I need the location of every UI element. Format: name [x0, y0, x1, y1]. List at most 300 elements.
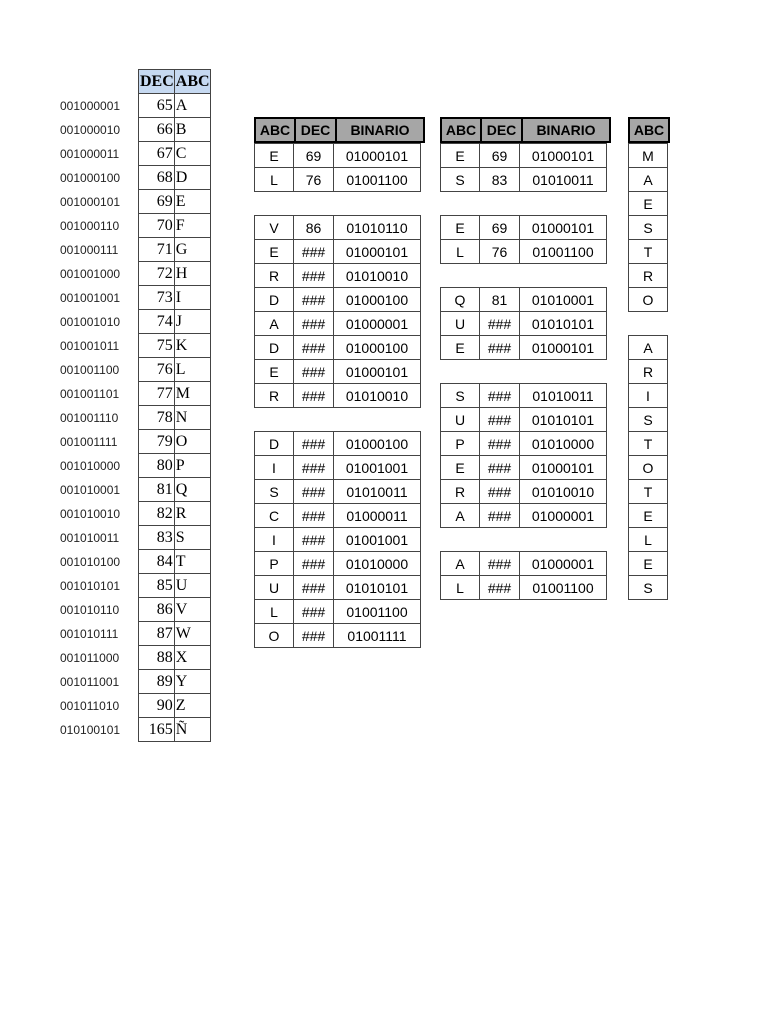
binary-code: 001010101 — [60, 579, 121, 593]
letter-cell: I — [629, 384, 668, 408]
header-dec: DEC — [139, 70, 175, 94]
binary-cell: 01000101 — [520, 456, 607, 480]
table-row — [629, 504, 668, 528]
dec-cell: ### — [480, 552, 520, 576]
table-row — [139, 310, 211, 334]
letter-cell: A — [629, 336, 668, 360]
letter-cell: U — [441, 408, 480, 432]
dec-cell: 71 — [139, 238, 175, 262]
table-row — [255, 552, 421, 576]
dec-cell: ### — [480, 312, 520, 336]
letter-cell: I — [174, 286, 210, 310]
letter-cell: K — [174, 334, 210, 358]
letter-cell: H — [174, 262, 210, 286]
letter-cell: Z — [174, 694, 210, 718]
binary-cell: 01000101 — [334, 144, 421, 168]
table-row — [629, 192, 668, 216]
table-row — [139, 454, 211, 478]
table-row — [139, 238, 211, 262]
dec-cell: 85 — [139, 574, 175, 598]
letter-cell: Q — [174, 478, 210, 502]
binary-code: 001011000 — [60, 651, 120, 665]
table-row — [441, 480, 607, 504]
letter-cell: L — [629, 528, 668, 552]
table-row — [255, 216, 421, 240]
letter-cell: A — [629, 168, 668, 192]
table-row — [255, 600, 421, 624]
dec-cell: ### — [480, 480, 520, 504]
binary-cell: 01010010 — [520, 480, 607, 504]
table-row — [629, 336, 668, 360]
letter-cell: E — [629, 192, 668, 216]
dec-cell: ### — [294, 576, 334, 600]
binary-code: 001000100 — [60, 171, 121, 185]
dec-cell: ### — [294, 528, 334, 552]
dec-cell: 69 — [480, 144, 520, 168]
table-row — [139, 646, 211, 670]
dec-cell: 89 — [139, 670, 175, 694]
binary-cell: 01000001 — [520, 504, 607, 528]
dec-cell: 76 — [480, 240, 520, 264]
letter-cell: S — [441, 384, 480, 408]
binary-code-column — [60, 94, 138, 742]
dec-cell: 76 — [294, 168, 334, 192]
dec-cell: 83 — [480, 168, 520, 192]
binary-code: 001010011 — [60, 531, 120, 545]
table-row — [139, 334, 211, 358]
table-row — [255, 336, 421, 360]
letter-cell: E — [441, 144, 480, 168]
letter-cell: P — [255, 552, 294, 576]
binary-code: 001010010 — [60, 507, 121, 521]
table-row — [255, 576, 421, 600]
table-row — [441, 408, 607, 432]
letter-cell: G — [174, 238, 210, 262]
binary-cell: 01010011 — [520, 384, 607, 408]
table-row — [255, 240, 421, 264]
table-row — [139, 718, 211, 742]
dec-cell: 81 — [480, 288, 520, 312]
table-row — [441, 312, 607, 336]
dec-cell: 83 — [139, 526, 175, 550]
binary-cell: 01010101 — [520, 312, 607, 336]
letter-cell: O — [255, 624, 294, 648]
binary-cell: 01010000 — [334, 552, 421, 576]
dec-cell: 68 — [139, 166, 175, 190]
letter-cell: T — [629, 432, 668, 456]
table-row — [139, 94, 211, 118]
dec-cell: 74 — [139, 310, 175, 334]
binary-code: 001000101 — [60, 195, 121, 209]
dec-cell: ### — [294, 456, 334, 480]
binary-code: 001001101 — [60, 387, 120, 401]
dec-cell: ### — [294, 504, 334, 528]
table-row — [139, 598, 211, 622]
letter-cell: P — [174, 454, 210, 478]
letter-cell: L — [441, 576, 480, 600]
header-dec: DEC — [295, 118, 336, 142]
dec-cell: 87 — [139, 622, 175, 646]
binary-cell: 01001100 — [334, 600, 421, 624]
binary-cell: 01010101 — [334, 576, 421, 600]
binary-cell: 01001100 — [334, 168, 421, 192]
letter-cell: I — [255, 528, 294, 552]
dec-cell: 76 — [139, 358, 175, 382]
table-row — [255, 456, 421, 480]
binary-code: 001011001 — [60, 675, 120, 689]
letter-cell: E — [629, 504, 668, 528]
table-row — [139, 406, 211, 430]
binary-cell: 01000011 — [334, 504, 421, 528]
binary-code: 001010111 — [60, 627, 119, 641]
letter-cell: V — [174, 598, 210, 622]
binary-cell: 01010001 — [520, 288, 607, 312]
dec-cell: ### — [294, 384, 334, 408]
binary-cell: 01000101 — [520, 144, 607, 168]
dec-cell: 86 — [139, 598, 175, 622]
letter-cell: A — [441, 504, 480, 528]
table-row — [441, 456, 607, 480]
dec-cell: 72 — [139, 262, 175, 286]
binary-cell: 01010011 — [334, 480, 421, 504]
table-row — [441, 240, 607, 264]
letter-cell: E — [255, 144, 294, 168]
dec-cell: 84 — [139, 550, 175, 574]
table-row — [629, 168, 668, 192]
binary-cell: 01000101 — [520, 336, 607, 360]
letter-cell: B — [174, 118, 210, 142]
letter-cell: D — [255, 432, 294, 456]
table-row — [139, 550, 211, 574]
binary-code: 001001000 — [60, 267, 121, 281]
table-row — [139, 670, 211, 694]
dec-cell: ### — [294, 432, 334, 456]
binary-cell: 01001111 — [334, 624, 421, 648]
binary-code: 001000011 — [60, 147, 120, 161]
binary-code: 001001010 — [60, 315, 121, 329]
table-row — [441, 552, 607, 576]
binary-code: 001001001 — [60, 291, 121, 305]
binary-cell: 01000100 — [334, 336, 421, 360]
binary-cell: 01010010 — [334, 384, 421, 408]
binary-code: 001001111 — [60, 435, 118, 449]
table-row — [139, 358, 211, 382]
word-block — [440, 383, 607, 528]
letter-cell: L — [174, 358, 210, 382]
table-row — [255, 264, 421, 288]
dec-cell: ### — [480, 408, 520, 432]
letter-cell: U — [174, 574, 210, 598]
binary-code: 001000111 — [60, 243, 119, 257]
binary-code: 001000010 — [60, 123, 121, 137]
dec-cell: 73 — [139, 286, 175, 310]
dec-cell: 69 — [294, 144, 334, 168]
binary-cell: 01001100 — [520, 240, 607, 264]
letter-cell: I — [255, 456, 294, 480]
letter-cell: R — [629, 264, 668, 288]
table-row — [139, 142, 211, 166]
dec-cell: 70 — [139, 214, 175, 238]
table-row — [629, 408, 668, 432]
binary-cell: 01010010 — [334, 264, 421, 288]
dec-cell: 88 — [139, 646, 175, 670]
letter-cell: O — [174, 430, 210, 454]
table-row — [139, 574, 211, 598]
dec-cell: ### — [294, 552, 334, 576]
letter-cell: E — [629, 552, 668, 576]
letter-cell: S — [629, 408, 668, 432]
table-row — [441, 216, 607, 240]
letter-cell: E — [255, 240, 294, 264]
word-letters — [628, 143, 668, 312]
letter-cell: R — [174, 502, 210, 526]
binary-code: 001000110 — [60, 219, 120, 233]
letter-cell: L — [255, 600, 294, 624]
dec-cell: 69 — [139, 190, 175, 214]
table-row — [629, 528, 668, 552]
table-row — [441, 432, 607, 456]
word-block — [254, 143, 421, 192]
binary-code: 001001100 — [60, 363, 120, 377]
dec-cell: ### — [294, 240, 334, 264]
binary-code: 001010001 — [60, 483, 121, 497]
dec-cell: 66 — [139, 118, 175, 142]
word-block — [254, 431, 421, 648]
table-row — [255, 384, 421, 408]
table-row — [441, 504, 607, 528]
dec-cell: 78 — [139, 406, 175, 430]
letter-cell: D — [174, 166, 210, 190]
dec-cell: ### — [480, 504, 520, 528]
binary-code: 001000001 — [60, 99, 121, 113]
letter-cell: E — [255, 360, 294, 384]
letter-cell: L — [255, 168, 294, 192]
letter-cell: E — [441, 456, 480, 480]
header-binario: BINARIO — [336, 118, 424, 142]
letter-cell: T — [174, 550, 210, 574]
letter-cell: L — [441, 240, 480, 264]
word-block — [440, 551, 607, 600]
letter-cell: P — [441, 432, 480, 456]
binary-code: 001001110 — [60, 411, 119, 425]
binary-cell: 01001001 — [334, 528, 421, 552]
letter-cell: D — [255, 336, 294, 360]
letter-cell: R — [629, 360, 668, 384]
dec-cell: 65 — [139, 94, 175, 118]
table-row — [629, 552, 668, 576]
word-letters — [628, 335, 668, 600]
dec-cell: 81 — [139, 478, 175, 502]
letter-cell: W — [174, 622, 210, 646]
letter-cell: A — [441, 552, 480, 576]
dec-cell: ### — [294, 288, 334, 312]
dec-cell: ### — [294, 264, 334, 288]
table-row — [441, 144, 607, 168]
table-row — [139, 262, 211, 286]
table-row — [441, 384, 607, 408]
table-row — [139, 118, 211, 142]
dec-cell: ### — [480, 456, 520, 480]
word-block — [440, 287, 607, 360]
dec-cell: 79 — [139, 430, 175, 454]
binary-code: 001010000 — [60, 459, 121, 473]
dec-cell: ### — [294, 360, 334, 384]
binary-cell: 01000100 — [334, 288, 421, 312]
binary-cell: 01001100 — [520, 576, 607, 600]
header-abc: ABC — [255, 118, 295, 142]
binary-code: 001001011 — [60, 339, 120, 353]
table-row — [441, 288, 607, 312]
letter-cell: J — [174, 310, 210, 334]
table-row — [255, 312, 421, 336]
binary-cell: 01000100 — [334, 432, 421, 456]
table-row — [255, 624, 421, 648]
letter-cell: C — [255, 504, 294, 528]
dec-cell: 67 — [139, 142, 175, 166]
header-dec: DEC — [481, 118, 522, 142]
table-row — [441, 336, 607, 360]
binary-cell: 01000001 — [334, 312, 421, 336]
letter-cell: Q — [441, 288, 480, 312]
table-row — [139, 286, 211, 310]
table-row — [139, 694, 211, 718]
word-block — [440, 215, 607, 264]
binary-cell: 01010011 — [520, 168, 607, 192]
letter-cell: A — [255, 312, 294, 336]
letter-cell: V — [255, 216, 294, 240]
table-row — [629, 264, 668, 288]
table-row — [139, 382, 211, 406]
binary-cell: 01000101 — [334, 240, 421, 264]
binary-code: 001010110 — [60, 603, 120, 617]
table-row — [629, 576, 668, 600]
table-row — [139, 166, 211, 190]
dec-cell: 165 — [139, 718, 175, 742]
letter-cell: R — [255, 264, 294, 288]
word-column-header — [628, 117, 670, 143]
table-row — [255, 432, 421, 456]
letter-cell: Y — [174, 670, 210, 694]
letter-cell: S — [629, 576, 668, 600]
table-row — [629, 360, 668, 384]
table-row — [139, 478, 211, 502]
letter-cell: R — [255, 384, 294, 408]
dec-cell: 90 — [139, 694, 175, 718]
dec-cell: ### — [480, 336, 520, 360]
table-row — [255, 504, 421, 528]
dec-cell: 86 — [294, 216, 334, 240]
table-row — [629, 432, 668, 456]
dec-cell: ### — [294, 336, 334, 360]
table-row — [255, 480, 421, 504]
table-row — [255, 360, 421, 384]
dec-cell: ### — [294, 480, 334, 504]
table-row — [255, 288, 421, 312]
letter-cell: Ñ — [174, 718, 210, 742]
header-abc: ABC — [441, 118, 481, 142]
table-row — [139, 190, 211, 214]
table-row — [139, 622, 211, 646]
dec-cell: ### — [480, 384, 520, 408]
dec-cell: ### — [480, 576, 520, 600]
table-row — [629, 480, 668, 504]
dec-cell: 80 — [139, 454, 175, 478]
letter-cell: T — [629, 480, 668, 504]
letter-cell: X — [174, 646, 210, 670]
letter-cell: S — [441, 168, 480, 192]
header-binario: BINARIO — [522, 118, 610, 142]
table-row — [255, 528, 421, 552]
encoding-header-1 — [254, 117, 425, 143]
table-row — [629, 456, 668, 480]
table-row — [629, 216, 668, 240]
table-row — [139, 430, 211, 454]
letter-cell: O — [629, 456, 668, 480]
binary-cell: 01000101 — [520, 216, 607, 240]
table-row — [139, 526, 211, 550]
letter-cell: U — [255, 576, 294, 600]
table-row — [255, 168, 421, 192]
dec-cell: ### — [294, 624, 334, 648]
letter-cell: S — [629, 216, 668, 240]
letter-cell: E — [174, 190, 210, 214]
letter-cell: S — [255, 480, 294, 504]
letter-cell: S — [174, 526, 210, 550]
table-row — [629, 288, 668, 312]
dec-cell: ### — [294, 600, 334, 624]
table-row — [139, 214, 211, 238]
header-abc: ABC — [629, 118, 669, 142]
letter-cell: F — [174, 214, 210, 238]
dec-cell: 77 — [139, 382, 175, 406]
letter-cell: M — [174, 382, 210, 406]
binary-cell: 01010101 — [520, 408, 607, 432]
letter-cell: N — [174, 406, 210, 430]
table-row — [441, 168, 607, 192]
letter-cell: O — [629, 288, 668, 312]
table-row — [629, 384, 668, 408]
letter-cell: R — [441, 480, 480, 504]
letter-cell: D — [255, 288, 294, 312]
letter-cell: U — [441, 312, 480, 336]
binary-cell: 01010110 — [334, 216, 421, 240]
table-row — [441, 576, 607, 600]
binary-code: 001011010 — [60, 699, 120, 713]
letter-cell: T — [629, 240, 668, 264]
alphabet-table — [138, 69, 211, 742]
binary-cell: 01010000 — [520, 432, 607, 456]
table-row — [255, 144, 421, 168]
encoding-header-2 — [440, 117, 611, 143]
binary-cell: 01001001 — [334, 456, 421, 480]
dec-cell: 75 — [139, 334, 175, 358]
binary-code: 001010100 — [60, 555, 121, 569]
letter-cell: C — [174, 142, 210, 166]
table-row — [629, 240, 668, 264]
dec-cell: 82 — [139, 502, 175, 526]
binary-code: 010100101 — [60, 723, 121, 737]
header-abc: ABC — [174, 70, 210, 94]
binary-cell: 01000001 — [520, 552, 607, 576]
letter-cell: E — [441, 336, 480, 360]
word-block — [254, 215, 421, 408]
dec-cell: ### — [480, 432, 520, 456]
binary-cell: 01000101 — [334, 360, 421, 384]
letter-cell: A — [174, 94, 210, 118]
letter-cell: E — [441, 216, 480, 240]
letter-cell: M — [629, 144, 668, 168]
dec-cell: ### — [294, 312, 334, 336]
